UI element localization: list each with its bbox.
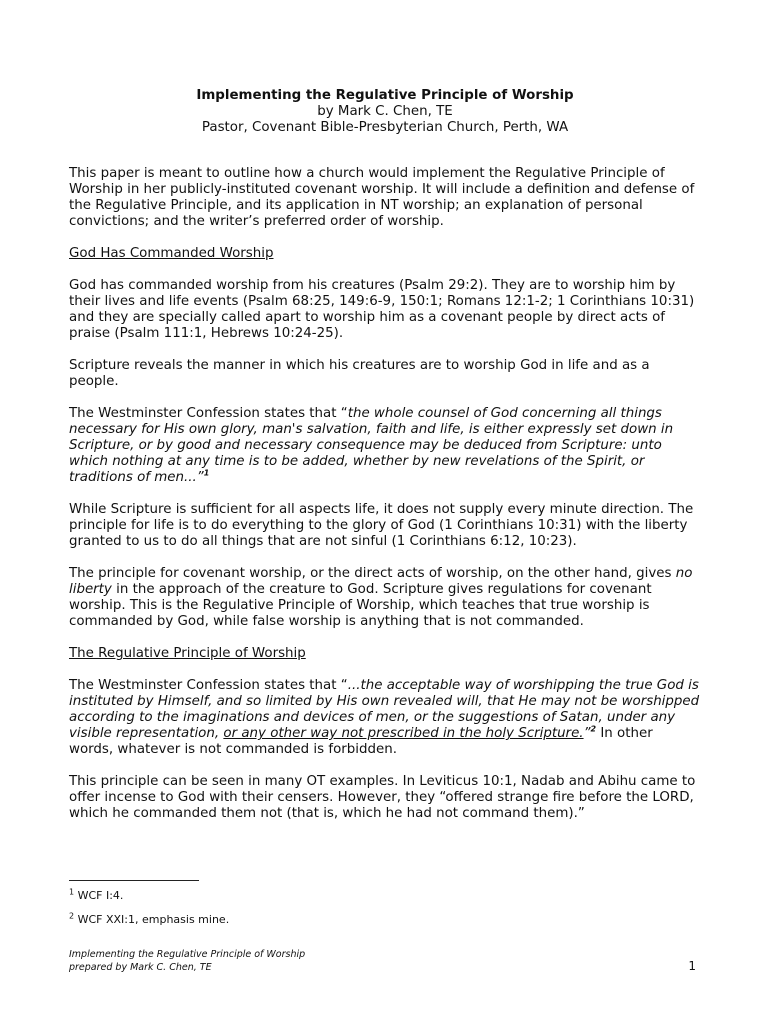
footnote-2 <box>69 913 701 927</box>
footnote-divider <box>69 880 199 881</box>
author-role: Pastor, Covenant Bible-Presbyterian Church, Perth, WA <box>201 120 569 135</box>
paragraph-wcf-quote-2 <box>69 678 701 758</box>
footer-title: Implementing the Regulative Principle of Worship <box>69 949 306 960</box>
footnote-ref-2[interactable]: 2 <box>590 724 597 734</box>
footnote-number: 1 <box>69 887 75 897</box>
quote-underlined-emphasis: or any other way not prescribed in the holy Scripture. <box>223 726 584 741</box>
paragraph-wcf-quote-1 <box>69 406 701 486</box>
document-title: Implementing the Regulative Principle of Worship <box>196 88 574 103</box>
footnote-text: WCF XXI:1, emphasis mine. <box>77 913 230 926</box>
document-body <box>69 88 701 838</box>
paragraph: God has commanded worship from his creatures (Psalm 29:2). They are to worship him by their lives and life events (Psalm 68:25, 149:6-9, 150:1; Romans 12:1-2; 1 Corinthians 10:31) and they are specially called apart to worship him as a covenant people by direct acts of praise (Psalm 111:1, Hebrews 10:24-25). <box>69 278 695 341</box>
document-author: by Mark C. Chen, TE <box>317 104 453 119</box>
page-footer <box>69 948 699 974</box>
text-run: The principle for covenant worship, or the direct acts of worship, on the other hand, gives <box>69 566 676 581</box>
quote-text: the whole counsel of God concerning all things necessary for His own glory, man's salvation, faith and life, is either expressly set down in Scripture, or by good and necessary consequence may be deduced from Scripture: unto which nothing at any time is to be added, whether by new revelations of the Spirit, or traditions of men... <box>69 406 674 485</box>
text-run: in the approach of the creature to God. Scripture gives regulations for covenant worship. This is the Regulative Principle of Worship, which teaches that true worship is commanded by God, while false worship is anything that is not commanded. <box>69 582 652 629</box>
section-heading-commanded-worship: God Has Commanded Worship <box>69 246 274 261</box>
paragraph: While Scripture is sufficient for all aspects life, it does not supply every minute direction. The principle for life is to do everything to the glory of God (1 Corinthians 10:31) with the liberty granted to us to do all things that are not sinful (1 Corinthians 6:12, 10:23). <box>69 502 694 549</box>
quote-close: ” <box>196 470 204 485</box>
quote-close: ” <box>583 726 591 741</box>
footnote-number: 2 <box>69 911 75 921</box>
page-number: 1 <box>688 959 696 973</box>
title-block <box>69 88 701 136</box>
quote-lead: The Westminster Confession states that “ <box>69 678 348 693</box>
paragraph-no-liberty <box>69 566 701 630</box>
footnote-ref-1[interactable]: 1 <box>203 468 210 478</box>
intro-paragraph: This paper is meant to outline how a church would implement the Regulative Principle of Worship in her publicly-instituted covenant worship. It will include a definition and defense of the Regulative Principle, and its application in NT worship; an explanation of personal convictions; and the writer’s preferred order of worship. <box>69 166 695 229</box>
footer-author: prepared by Mark C. Chen, TE <box>69 962 212 973</box>
text-run: In other words, whatever is not commanded is forbidden. <box>69 726 653 757</box>
footnotes <box>69 880 701 937</box>
footnote-1 <box>69 889 701 903</box>
paragraph: This principle can be seen in many OT examples. In Leviticus 10:1, Nadab and Abihu came to offer incense to God with their censers. However, they “offered strange fire before the LORD, which he commanded them not (that is, which he had not command them).” <box>69 774 696 821</box>
paragraph: Scripture reveals the manner in which his creatures are to worship God in life and as a people. <box>69 358 650 389</box>
section-heading-regulative-principle: The Regulative Principle of Worship <box>69 646 306 661</box>
quote-text: ...the acceptable way of worshipping the true God is instituted by Himself, and so limited by His own revealed will, that He may not be worshipped according to the imaginations and devices of men, or the suggestions of Satan, under any visible representation, <box>69 678 700 741</box>
footnote-text: WCF I:4. <box>77 889 124 902</box>
emphasis-no-liberty: no liberty <box>69 566 693 597</box>
quote-lead: The Westminster Confession states that “ <box>69 406 348 421</box>
